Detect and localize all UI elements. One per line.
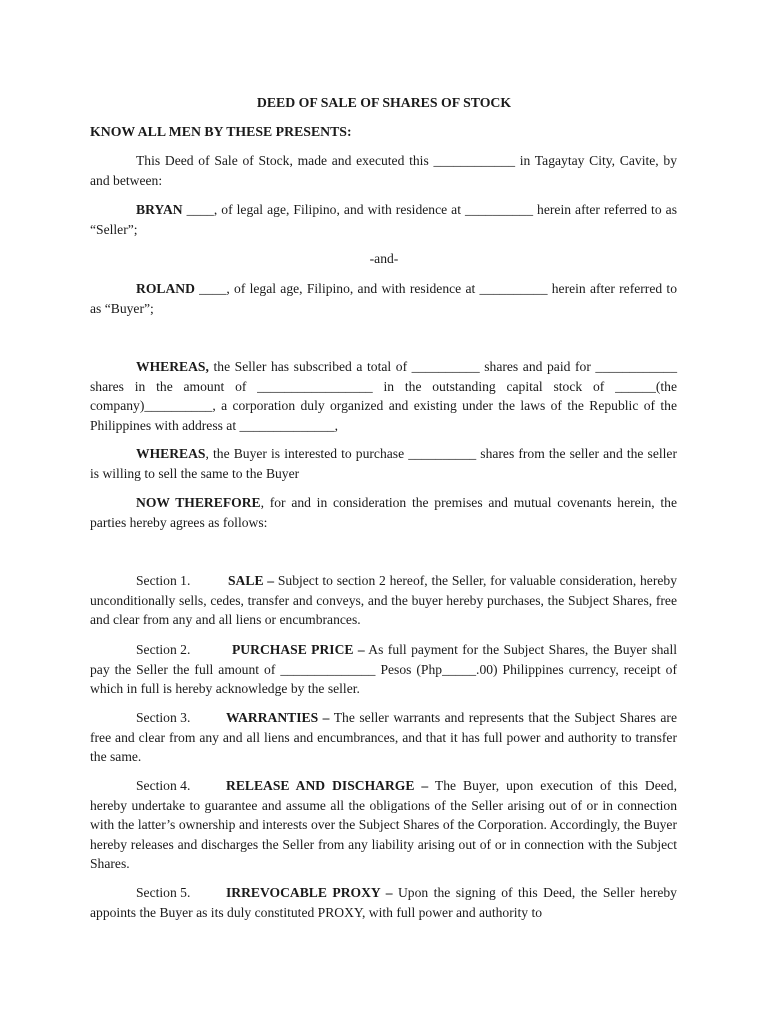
seller-text: ____, of legal age, Filipino, and with residence at __________ herein after referred to as “Seller”; bbox=[90, 202, 677, 237]
buyer-name: ROLAND bbox=[136, 281, 195, 296]
buyer-text: ____, of legal age, Filipino, and with residence at __________ herein after referred to as “Buyer”; bbox=[90, 281, 677, 316]
section-3-text: The seller warrants and represents that the Subject Shares are free and clear from any and all liens and encumbrances, and that it has full power and authority to transfer the same. bbox=[90, 710, 677, 765]
section-2-title: PURCHASE PRICE – bbox=[232, 642, 365, 657]
now-therefore-lead: NOW THEREFORE bbox=[136, 495, 261, 510]
whereas-1-lead: WHEREAS, bbox=[136, 359, 209, 374]
section-4-title: RELEASE AND DISCHARGE – bbox=[226, 778, 429, 793]
document-title: DEED OF SALE OF SHARES OF STOCK bbox=[256, 95, 512, 110]
section-5-text: Upon the signing of this Deed, the Seller hereby appoints the Buyer as its duly constituted PROXY, with full power and authority to bbox=[90, 885, 677, 920]
and-separator: -and- bbox=[369, 251, 399, 266]
section-3-label: Section 3. bbox=[136, 710, 191, 725]
document-heading: KNOW ALL MEN BY THESE PRESENTS: bbox=[90, 124, 352, 139]
section-4-label: Section 4. bbox=[136, 778, 191, 793]
section-5-title: IRREVOCABLE PROXY – bbox=[226, 885, 393, 900]
section-4 bbox=[90, 776, 677, 874]
section-4-text: The Buyer, upon execution of this Deed, hereby undertake to guarantee and assume all the obligations of the Seller arising out of or in connection with the latter’s ownership and interests over the Subject Shares of the Corporation. Accordingly, the Buyer hereby releases and discharges the Seller from any liability arising out of or in connection with the Subject Shares. bbox=[90, 778, 677, 872]
buyer-paragraph bbox=[90, 279, 677, 318]
section-1-text: Subject to section 2 hereof, the Seller, for valuable consideration, hereby unconditionally sells, cedes, transfer and conveys, and the buyer hereby purchases, the Subject Shares, free and clear from any and all liens or encumbrances. bbox=[90, 573, 677, 628]
section-1-title: SALE – bbox=[228, 573, 275, 588]
section-1-label: Section 1. bbox=[136, 573, 191, 588]
section-5 bbox=[90, 883, 677, 922]
intro-paragraph: This Deed of Sale of Stock, made and executed this ____________ in Tagaytay City, Cavite, by and between: bbox=[90, 153, 677, 188]
section-1 bbox=[90, 571, 677, 630]
section-5-label: Section 5. bbox=[136, 885, 191, 900]
whereas-1-text: the Seller has subscribed a total of __________ shares and paid for ____________ shares in the amount of _________________ in the outstanding capital stock of ______(the company)__________, a corporation duly organized and existing under the laws of the Republic of the Philippines with address at ______________, bbox=[90, 359, 677, 433]
whereas-2-lead: WHEREAS bbox=[136, 446, 206, 461]
now-therefore-paragraph bbox=[90, 493, 677, 532]
whereas-2-text: , the Buyer is interested to purchase __________ shares from the seller and the seller is willing to sell the same to the Buyer bbox=[90, 446, 677, 481]
whereas-paragraph-2 bbox=[90, 444, 677, 483]
whereas-paragraph-1 bbox=[90, 357, 677, 435]
section-2-label: Section 2. bbox=[136, 642, 191, 657]
seller-name: BRYAN bbox=[136, 202, 183, 217]
section-2 bbox=[90, 640, 677, 699]
section-2-text: As full payment for the Subject Shares, the Buyer shall pay the Seller the full amount of ______________ Pesos (Php_____.00) Philippines currency, receipt of which in full is hereby acknowledge by the seller. bbox=[90, 642, 677, 697]
section-3 bbox=[90, 708, 677, 767]
section-3-title: WARRANTIES – bbox=[226, 710, 330, 725]
seller-paragraph bbox=[90, 200, 677, 239]
now-therefore-text: , for and in consideration the premises and mutual covenants herein, the parties hereby agrees as follows: bbox=[90, 495, 678, 530]
